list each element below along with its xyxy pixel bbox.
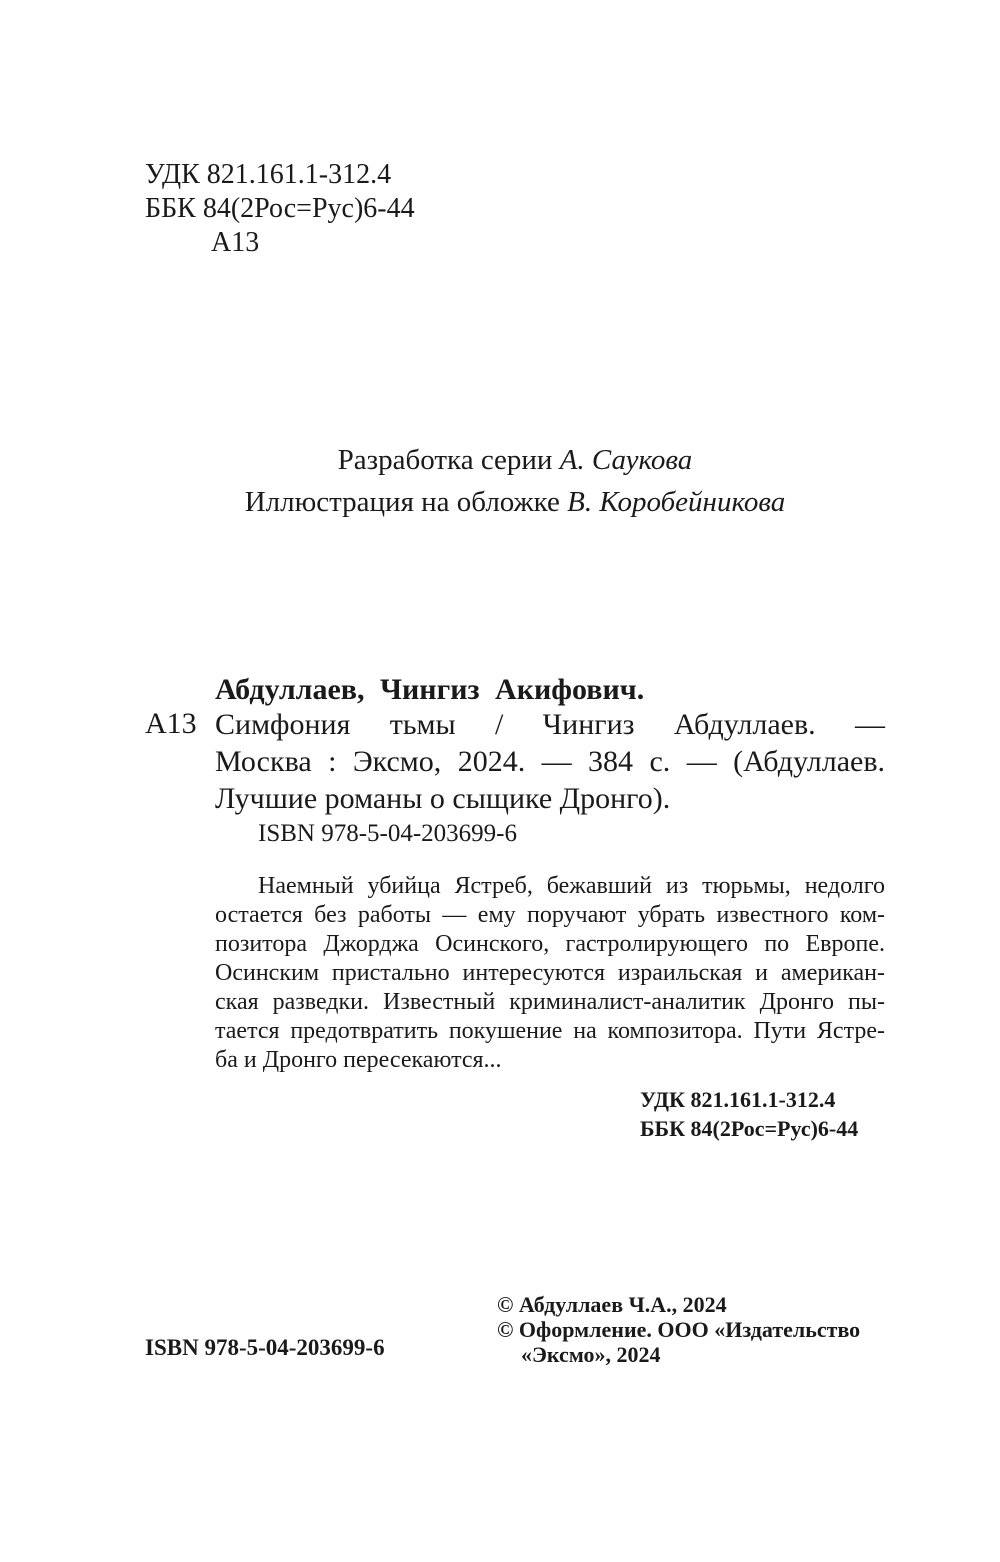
cover-credit-label: Иллюстрация на обложке <box>244 486 568 518</box>
record-author-code: А13 <box>145 707 197 740</box>
udc-code: УДК 821.161.1-312.4 <box>145 159 392 190</box>
annotation-line: остается без работы — ему поручают убрать известного ком- <box>215 902 885 928</box>
annotation-line: ская разведки. Известный криминалист-аналитик Дронго пы- <box>215 989 885 1015</box>
copyright-line: «Эксмо», 2024 <box>521 1342 661 1367</box>
bottom-classification <box>640 1085 858 1143</box>
description-line: Лучшие романы о сыщике Дронго). <box>215 782 671 815</box>
record-isbn: ISBN 978-5-04-203699-6 <box>258 820 518 847</box>
cover-credit <box>0 478 1000 526</box>
annotation-line: Наемный убийца Ястреб, бежавший из тюрьмы, недолго <box>258 873 885 899</box>
bibliographic-description <box>215 706 885 817</box>
author-code: А13 <box>211 227 260 258</box>
copyright-line: © Абдуллаев Ч.А., 2024 <box>497 1292 727 1317</box>
annotation-line: Осинским пристально интересуются израильская и американ- <box>215 960 885 986</box>
annotation-line: тается предотвратить покушение на композитора. Пути Ястре- <box>215 1018 885 1044</box>
description-line: Москва : Эксмо, 2024. — 384 с. — (Абдуллаев. <box>215 745 885 778</box>
annotation-line: позитора Джорджа Осинского, гастролирующего по Европе. <box>215 931 885 957</box>
description-line: Симфония тьмы / Чингиз Абдуллаев. — <box>215 708 885 741</box>
bbk-code-bold: ББК 84(2Рос=Рус)6-44 <box>640 1116 859 1141</box>
footer-isbn: ISBN 978-5-04-203699-6 <box>145 1335 385 1360</box>
series-credit <box>0 436 1000 484</box>
annotation <box>215 872 885 1075</box>
cover-credit-name: В. Коробейникова <box>567 486 786 518</box>
series-credit-label: Разработка серии <box>337 444 560 476</box>
top-classification <box>145 158 415 260</box>
udc-code-bold: УДК 821.161.1-312.4 <box>640 1087 836 1112</box>
author-heading: Абдуллаев, Чингиз Акифович. <box>215 673 645 706</box>
annotation-line: ба и Дронго пересекаются... <box>215 1047 502 1073</box>
series-credit-name: А. Саукова <box>559 444 693 476</box>
bbk-code: ББК 84(2Рос=Рус)6-44 <box>145 193 415 224</box>
copyright-block <box>497 1292 887 1367</box>
copyright-line: © Оформление. ООО «Издательство <box>497 1317 861 1342</box>
